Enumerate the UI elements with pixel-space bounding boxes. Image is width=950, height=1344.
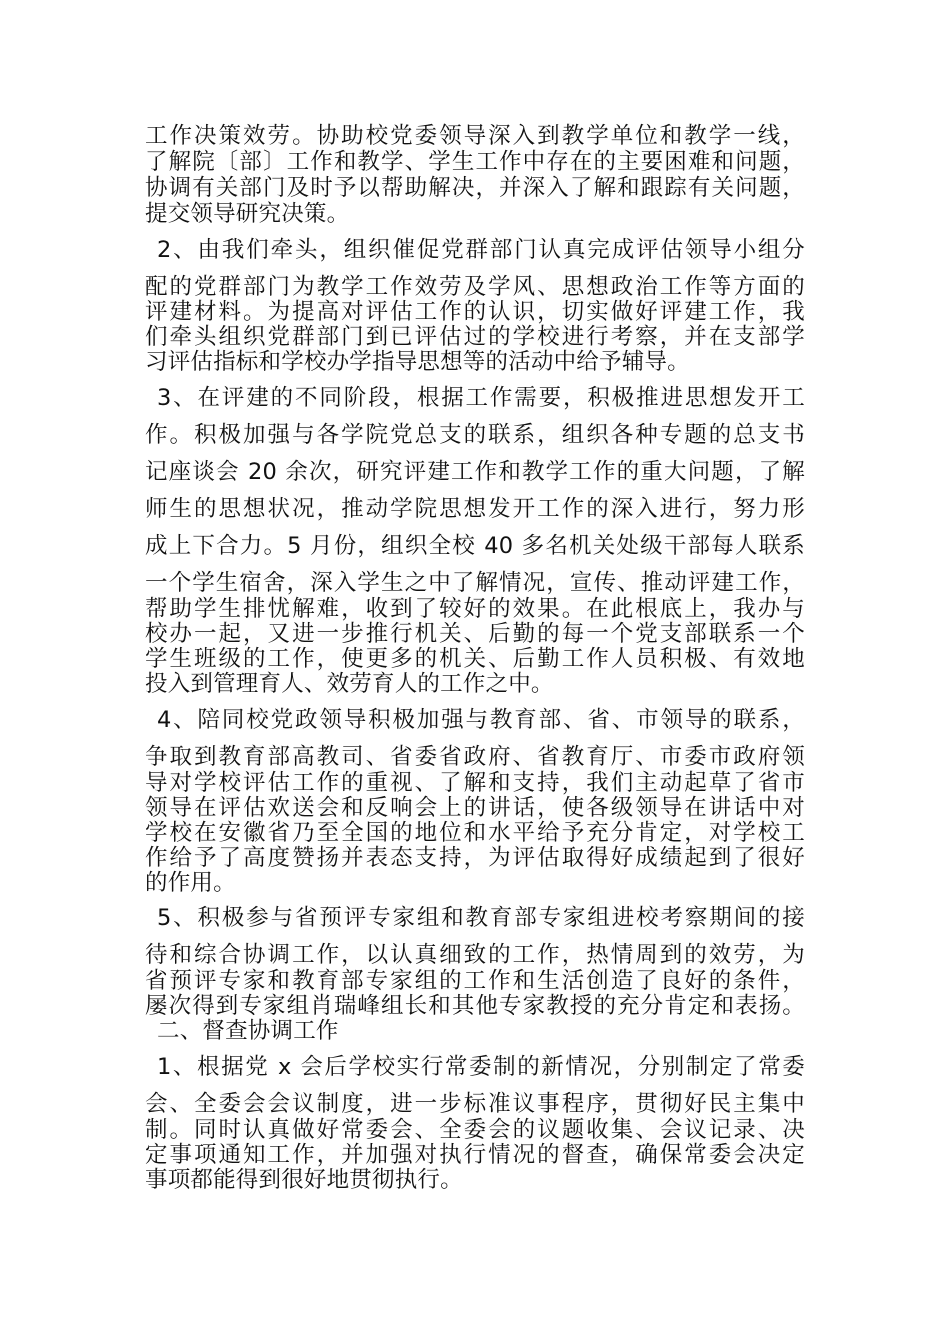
text-line: 一个学生宿舍，深入学生之中了解情况，宣传、推动评建工作， (145, 570, 805, 596)
text-line: 作。积极加强与各学院党总支的联系，组织各种专题的总支书 (145, 422, 805, 448)
text-line: 记座谈会 20 余次，研究评建工作和教学工作的重大问题，了解 (145, 459, 805, 485)
text-line: 事项都能得到很好地贯彻执行。 (145, 1167, 463, 1193)
text-line: 提交领导研究决策。 (145, 201, 350, 227)
text-line: 会、全委会会议制度，进一步标准议事程序，贯彻好民主集中 (145, 1091, 805, 1117)
text-line: 配的党群部门为教学工作效劳及学风、思想政治工作等方面的 (145, 274, 805, 300)
text-line: 争取到教育部高教司、省委省政府、省教育厅、市委市政府领 (145, 744, 805, 770)
text-line: 学校在安徽省乃至全国的地位和水平给予充分肯定，对学校工 (145, 820, 805, 846)
text-line: 的作用。 (145, 870, 236, 896)
text-line: 3、在评建的不同阶段，根据工作需要，积极推进思想发开工 (157, 385, 805, 411)
text-line: 1、根据党 x 会后学校实行常委制的新情况，分别制定了常委 (157, 1054, 805, 1080)
text-line: 校办一起，又进一步推行机关、后勤的每一个党支部联系一个 (145, 621, 805, 647)
text-line: 评建材料。为提高对评估工作的认识，切实做好评建工作，我 (145, 299, 805, 325)
text-line: 省预评专家和教育部专家组的工作和生活创造了良好的条件， (145, 968, 805, 994)
text-line: 们牵头组织党群部门到已评估过的学校进行考察，并在支部学 (145, 324, 805, 350)
text-line: 2、由我们牵头，组织催促党群部门认真完成评估领导小组分 (157, 237, 805, 263)
text-line: 5、积极参与省预评专家组和教育部专家组进校考察期间的接 (157, 905, 805, 931)
text-line: 习评估指标和学校办学指导思想等的活动中给予辅导。 (145, 349, 690, 375)
text-line: 成上下合力。5 月份，组织全校 40 多名机关处级干部每人联系 (145, 533, 805, 559)
text-line: 学生班级的工作，使更多的机关、后勤工作人员积极、有效地 (145, 646, 805, 672)
text-line: 师生的思想状况，推动学院思想发开工作的深入进行，努力形 (145, 496, 805, 522)
text-line: 领导在评估欢送会和反响会上的讲话，使各级领导在讲话中对 (145, 795, 805, 821)
section-heading: 二、督查协调工作 (157, 1018, 339, 1044)
text-line: 屡次得到专家组肖瑞峰组长和其他专家教授的充分肯定和表扬。 (145, 993, 805, 1019)
text-line: 待和综合协调工作，以认真细致的工作，热情周到的效劳，为 (145, 942, 805, 968)
text-line: 帮助学生排忧解难，收到了较好的效果。在此根底上，我办与 (145, 596, 805, 622)
text-line: 协调有关部门及时予以帮助解决，并深入了解和跟踪有关问题， (145, 175, 805, 201)
text-line: 定事项通知工作，并加强对执行情况的督查，确保常委会决定 (145, 1142, 805, 1168)
text-line: 制。同时认真做好常委会、全委会的议题收集、会议记录、决 (145, 1117, 805, 1143)
text-line: 4、陪同校党政领导积极加强与教育部、省、市领导的联系， (157, 707, 805, 733)
text-line: 了解院〔部〕工作和教学、学生工作中存在的主要困难和问题， (145, 149, 805, 175)
text-line: 工作决策效劳。协助校党委领导深入到教学单位和教学一线， (145, 123, 805, 149)
text-line: 导对学校评估工作的重视、了解和支持，我们主动起草了省市 (145, 770, 805, 796)
text-line: 作给予了高度赞扬并表态支持，为评估取得好成绩起到了很好 (145, 845, 805, 871)
text-line: 投入到管理育人、效劳育人的工作之中。 (145, 671, 554, 697)
